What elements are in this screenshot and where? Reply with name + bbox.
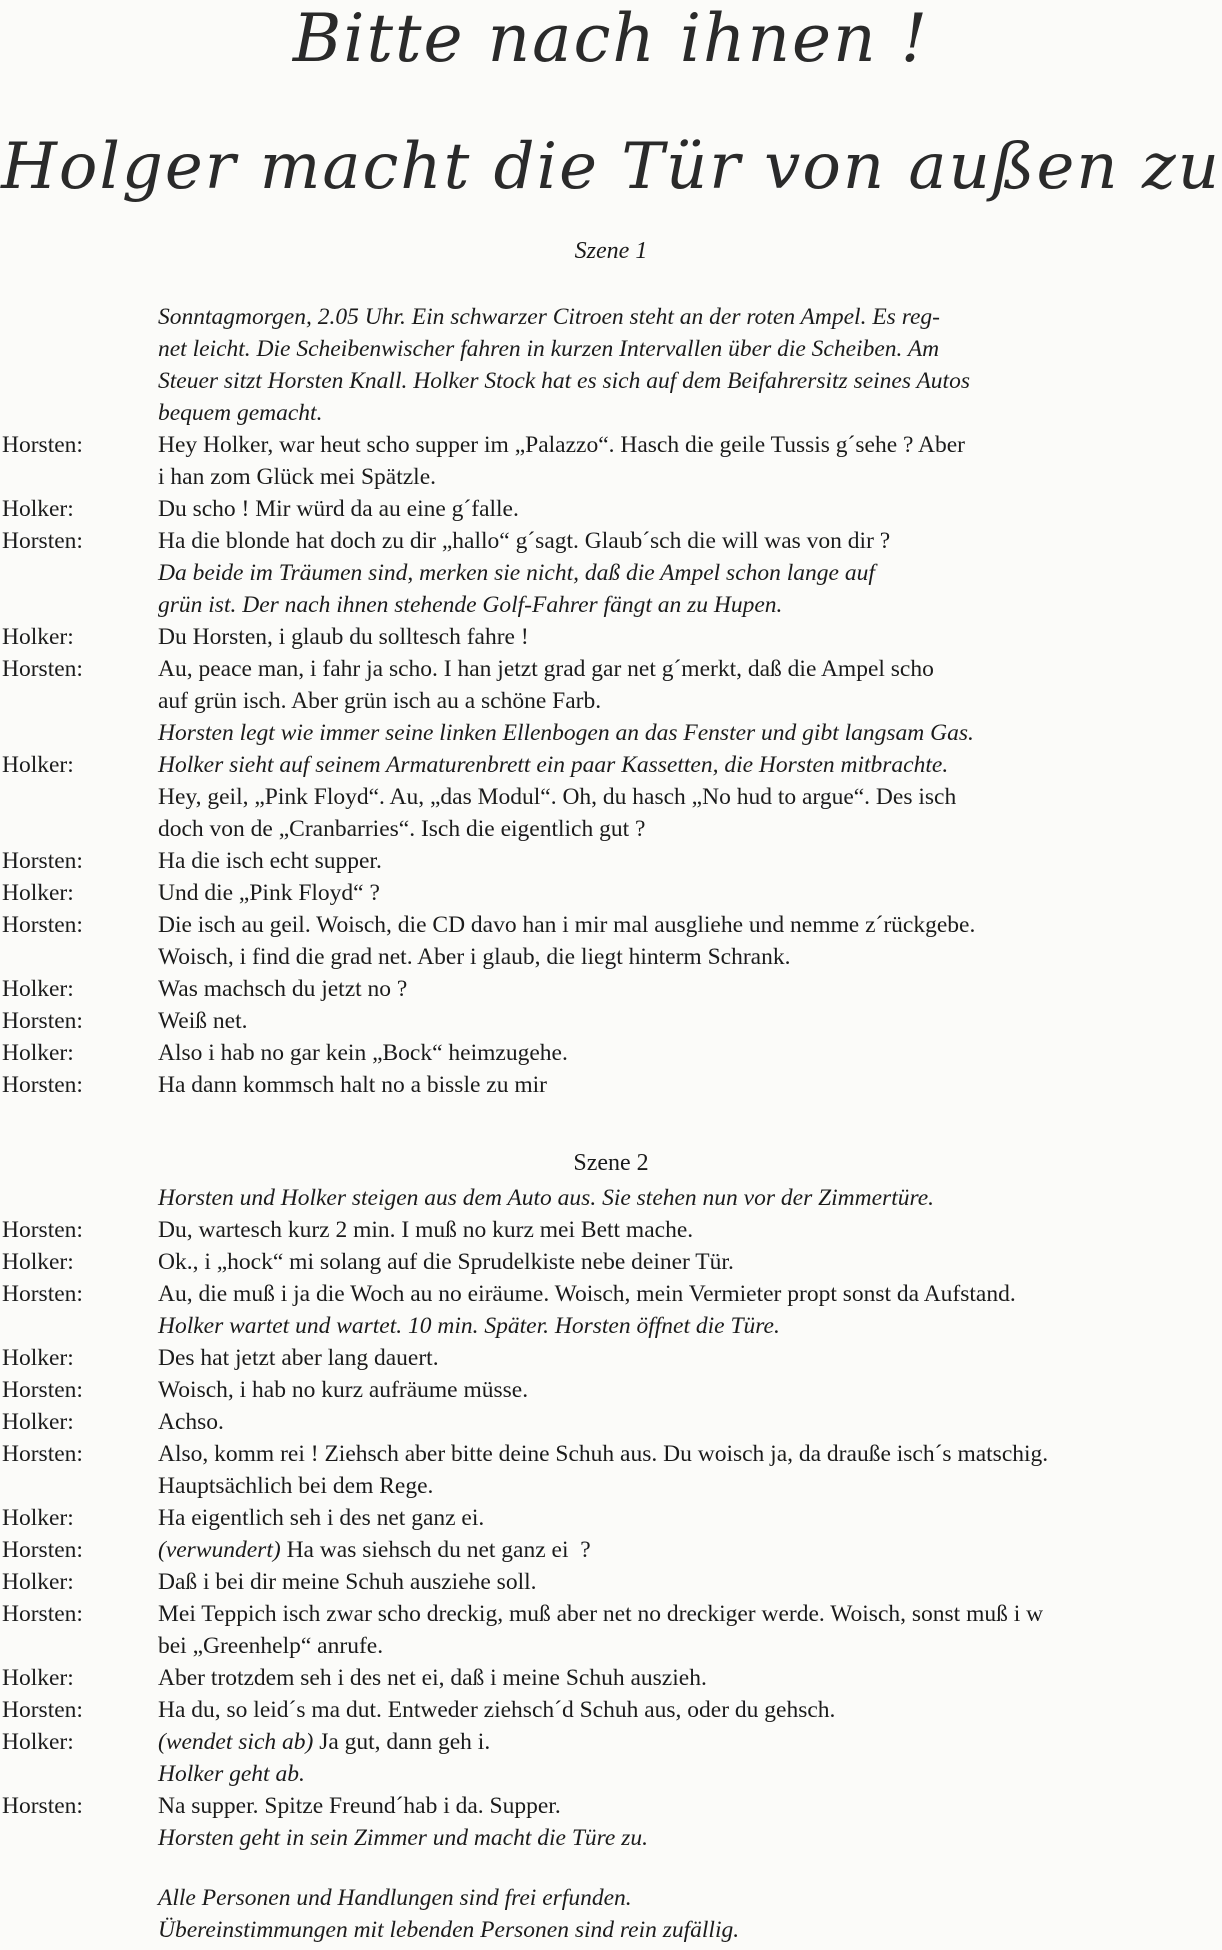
dialogue-line bbox=[0, 1534, 1222, 1566]
speaker-name: Horsten: bbox=[2, 528, 83, 554]
dialogue-line bbox=[0, 1005, 1222, 1037]
speaker-name: Horsten: bbox=[2, 1377, 83, 1403]
line-text: Aber trotzdem seh i des net ei, daß i meine Schuh auszieh. bbox=[158, 1665, 707, 1691]
line-text: Du Horsten, i glaub du solltesch fahre ! bbox=[158, 624, 529, 650]
line-text: Ok., i „hock“ mi solang auf die Sprudelkiste nebe deiner Tür. bbox=[158, 1249, 734, 1275]
dialogue-line bbox=[0, 1566, 1222, 1598]
line-text bbox=[158, 1534, 1222, 1566]
dialogue-line bbox=[0, 685, 1222, 717]
line-text: Also i hab no gar kein „Bock“ heimzugehe. bbox=[158, 1040, 568, 1066]
dialogue-line bbox=[0, 1374, 1222, 1406]
stage-direction: Horsten und Holker steigen aus dem Auto aus. Sie stehen nun vor der Zimmertüre. bbox=[158, 1185, 935, 1211]
dialogue-line bbox=[0, 1406, 1222, 1438]
line-text: Du, wartesch kurz 2 min. I muß no kurz mei Bett mache. bbox=[158, 1217, 694, 1243]
line-text: Woisch, i find die grad net. Aber i glaub, die liegt hinterm Schrank. bbox=[158, 944, 791, 970]
speaker-name: Holker: bbox=[2, 1729, 74, 1755]
speaker-name: Horsten: bbox=[2, 656, 83, 682]
dialogue-line bbox=[0, 1598, 1222, 1630]
speaker-name: Horsten: bbox=[2, 1697, 83, 1723]
line-text: Ha eigentlich seh i des net ganz ei. bbox=[158, 1505, 485, 1531]
dialogue-line bbox=[0, 589, 1222, 621]
line-text-rest: Ha was siehsch du net ganz ei ? bbox=[280, 1537, 591, 1563]
stage-direction: Holker geht ab. bbox=[158, 1761, 305, 1787]
intro-line: Steuer sitzt Horsten Knall. Holker Stock hat es sich auf dem Beifahrersitz seines Autos bbox=[158, 368, 970, 394]
line-text: i han zom Glück mei Spätzle. bbox=[158, 464, 437, 490]
speaker-name: Horsten: bbox=[2, 1072, 83, 1098]
line-text: Ha die isch echt supper. bbox=[158, 848, 382, 874]
scene-2-body bbox=[0, 1182, 1222, 1854]
stage-direction: Da beide im Träumen sind, merken sie nicht, daß die Ampel schon lange auf bbox=[158, 560, 875, 586]
disclaimer bbox=[158, 1882, 739, 1946]
line-text: Ha du, so leid´s ma dut. Entweder ziehsch´d Schuh aus, oder du gehsch. bbox=[158, 1697, 836, 1723]
line-text bbox=[158, 1726, 1222, 1758]
dialogue-line bbox=[0, 1246, 1222, 1278]
dialogue-line bbox=[0, 1278, 1222, 1310]
line-text: Na supper. Spitze Freund´hab i da. Supper. bbox=[158, 1793, 561, 1819]
speaker-name: Holker: bbox=[2, 1249, 74, 1275]
dialogue-line bbox=[0, 461, 1222, 493]
speaker-name: Holker: bbox=[2, 1040, 74, 1066]
speaker-name: Horsten: bbox=[2, 1441, 83, 1467]
speaker-name: Holker: bbox=[2, 880, 74, 906]
line-text: Die isch au geil. Woisch, die CD davo han i mir mal ausgliehe und nemme z´rückgebe. bbox=[158, 912, 976, 938]
line-text: Achso. bbox=[158, 1409, 224, 1435]
dialogue-line bbox=[0, 525, 1222, 557]
title-line-2: Holger macht die Tür von außen zu bbox=[1, 130, 1221, 204]
scene-1-body bbox=[0, 301, 1222, 1101]
line-text: Ha die blonde hat doch zu dir „hallo“ g´sagt. Glaub´sch die will was von dir ? bbox=[158, 528, 891, 554]
speaker-name: Horsten: bbox=[2, 912, 83, 938]
dialogue-line bbox=[0, 941, 1222, 973]
dialogue-line bbox=[0, 1758, 1222, 1790]
line-text-rest: Ja gut, dann geh i. bbox=[313, 1729, 491, 1755]
speaker-name: Horsten: bbox=[2, 1217, 83, 1243]
scene-1-dialogue bbox=[0, 429, 1222, 1101]
dialogue-line bbox=[0, 1694, 1222, 1726]
line-text: Hey, geil, „Pink Floyd“. Au, „das Modul“. Oh, du hasch „No hud to argue“. Des isch bbox=[158, 784, 957, 810]
line-text: doch von de „Cranbarries“. Isch die eigentlich gut ? bbox=[158, 816, 646, 842]
dialogue-line bbox=[0, 1342, 1222, 1374]
dialogue-line bbox=[0, 1069, 1222, 1101]
stage-direction: Holker wartet und wartet. 10 min. Später. Horsten öffnet die Türe. bbox=[158, 1313, 780, 1339]
dialogue-line bbox=[0, 1214, 1222, 1246]
dialogue-line bbox=[0, 1470, 1222, 1502]
stage-direction-inline: (verwundert) bbox=[158, 1537, 281, 1563]
intro-line: Sonntagmorgen, 2.05 Uhr. Ein schwarzer Citroen steht an der roten Ampel. Es reg- bbox=[158, 304, 940, 330]
speaker-name: Horsten: bbox=[2, 1008, 83, 1034]
speaker-name: Horsten: bbox=[2, 848, 83, 874]
dialogue-line bbox=[0, 1662, 1222, 1694]
dialogue-line bbox=[0, 781, 1222, 813]
title-line-1: Bitte nach ihnen ! bbox=[292, 0, 930, 77]
scene-2-heading: Szene 2 bbox=[573, 1150, 649, 1176]
disclaimer-line: Alle Personen und Handlungen sind frei erfunden. bbox=[158, 1885, 632, 1911]
speaker-name: Horsten: bbox=[2, 1793, 83, 1819]
line-text: Woisch, i hab no kurz aufräume müsse. bbox=[158, 1377, 529, 1403]
stage-direction: Horsten geht in sein Zimmer und macht die Türe zu. bbox=[158, 1825, 648, 1851]
dialogue-line bbox=[0, 1310, 1222, 1342]
dialogue-line bbox=[0, 813, 1222, 845]
speaker-name: Holker: bbox=[2, 1345, 74, 1371]
line-text: Also, komm rei ! Ziehsch aber bitte deine Schuh aus. Du woisch ja, da drauße isch´s matschig. bbox=[158, 1441, 1049, 1467]
speaker-name: Horsten: bbox=[2, 1601, 83, 1627]
scene-1-heading: Szene 1 bbox=[574, 238, 648, 264]
line-text: auf grün isch. Aber grün isch au a schöne Farb. bbox=[158, 688, 602, 714]
speaker-name: Horsten: bbox=[2, 1537, 83, 1563]
stage-direction-inline: (wendet sich ab) bbox=[158, 1729, 314, 1755]
speaker-name: Holker: bbox=[2, 496, 74, 522]
line-text: Au, die muß i ja die Woch au no eiräume. Woisch, mein Vermieter propt sonst da Aufstand. bbox=[158, 1281, 1016, 1307]
dialogue-line bbox=[0, 749, 1222, 781]
line-text: Was machsch du jetzt no ? bbox=[158, 976, 408, 1002]
disclaimer-line: Übereinstimmungen mit lebenden Personen sind rein zufällig. bbox=[158, 1917, 740, 1943]
line-text: Und die „Pink Floyd“ ? bbox=[158, 880, 380, 906]
speaker-name: Holker: bbox=[2, 1409, 74, 1435]
dialogue-line bbox=[0, 557, 1222, 589]
line-text: bei „Greenhelp“ anrufe. bbox=[158, 1633, 384, 1659]
speaker-name: Holker: bbox=[2, 752, 74, 778]
speaker-name: Holker: bbox=[2, 1569, 74, 1595]
dialogue-line bbox=[0, 429, 1222, 461]
dialogue-line bbox=[0, 1438, 1222, 1470]
scene-2-dialogue bbox=[0, 1182, 1222, 1854]
line-text: Hauptsächlich bei dem Rege. bbox=[158, 1473, 434, 1499]
line-text: Hey Holker, war heut scho supper im „Palazzo“. Hasch die geile Tussis g´sehe ? Aber bbox=[158, 432, 965, 458]
dialogue-line bbox=[0, 1822, 1222, 1854]
line-text: Du scho ! Mir würd da au eine g´falle. bbox=[158, 496, 519, 522]
dialogue-line bbox=[0, 1182, 1222, 1214]
dialogue-line bbox=[0, 845, 1222, 877]
dialogue-line bbox=[0, 973, 1222, 1005]
dialogue-line bbox=[0, 1790, 1222, 1822]
line-text: Mei Teppich isch zwar scho dreckig, muß aber net no dreckiger werde. Woisch, sonst muß i w bbox=[158, 1601, 1044, 1627]
dialogue-line bbox=[0, 1037, 1222, 1069]
intro-line: net leicht. Die Scheibenwischer fahren in kurzen Intervallen über die Scheiben. Am bbox=[158, 336, 940, 362]
stage-direction: Holker sieht auf seinem Armaturenbrett ein paar Kassetten, die Horsten mitbrachte. bbox=[158, 752, 949, 778]
speaker-name: Holker: bbox=[2, 1505, 74, 1531]
stage-direction: Horsten legt wie immer seine linken Ellenbogen an das Fenster und gibt langsam Gas. bbox=[158, 720, 974, 746]
dialogue-line bbox=[0, 717, 1222, 749]
scene-1-intro bbox=[158, 301, 1222, 429]
speaker-name: Horsten: bbox=[2, 1281, 83, 1307]
line-text: Ha dann kommsch halt no a bissle zu mir bbox=[158, 1072, 547, 1098]
line-text: Daß i bei dir meine Schuh ausziehe soll. bbox=[158, 1569, 537, 1595]
line-text: Au, peace man, i fahr ja scho. I han jetzt grad gar net g´merkt, daß die Ampel scho bbox=[158, 656, 934, 682]
speaker-name: Holker: bbox=[2, 1665, 74, 1691]
line-text: Weiß net. bbox=[158, 1008, 248, 1034]
dialogue-line bbox=[0, 1630, 1222, 1662]
dialogue-line bbox=[0, 877, 1222, 909]
intro-line: bequem gemacht. bbox=[158, 400, 323, 426]
speaker-name: Holker: bbox=[2, 976, 74, 1002]
dialogue-line bbox=[0, 493, 1222, 525]
stage-direction: grün ist. Der nach ihnen stehende Golf-Fahrer fängt an zu Hupen. bbox=[158, 592, 783, 618]
dialogue-line bbox=[0, 621, 1222, 653]
dialogue-line bbox=[0, 653, 1222, 685]
speaker-name: Horsten: bbox=[2, 432, 83, 458]
dialogue-line bbox=[0, 1502, 1222, 1534]
dialogue-line bbox=[0, 909, 1222, 941]
line-text: Des hat jetzt aber lang dauert. bbox=[158, 1345, 439, 1371]
dialogue-line bbox=[0, 1726, 1222, 1758]
speaker-name: Holker: bbox=[2, 624, 74, 650]
